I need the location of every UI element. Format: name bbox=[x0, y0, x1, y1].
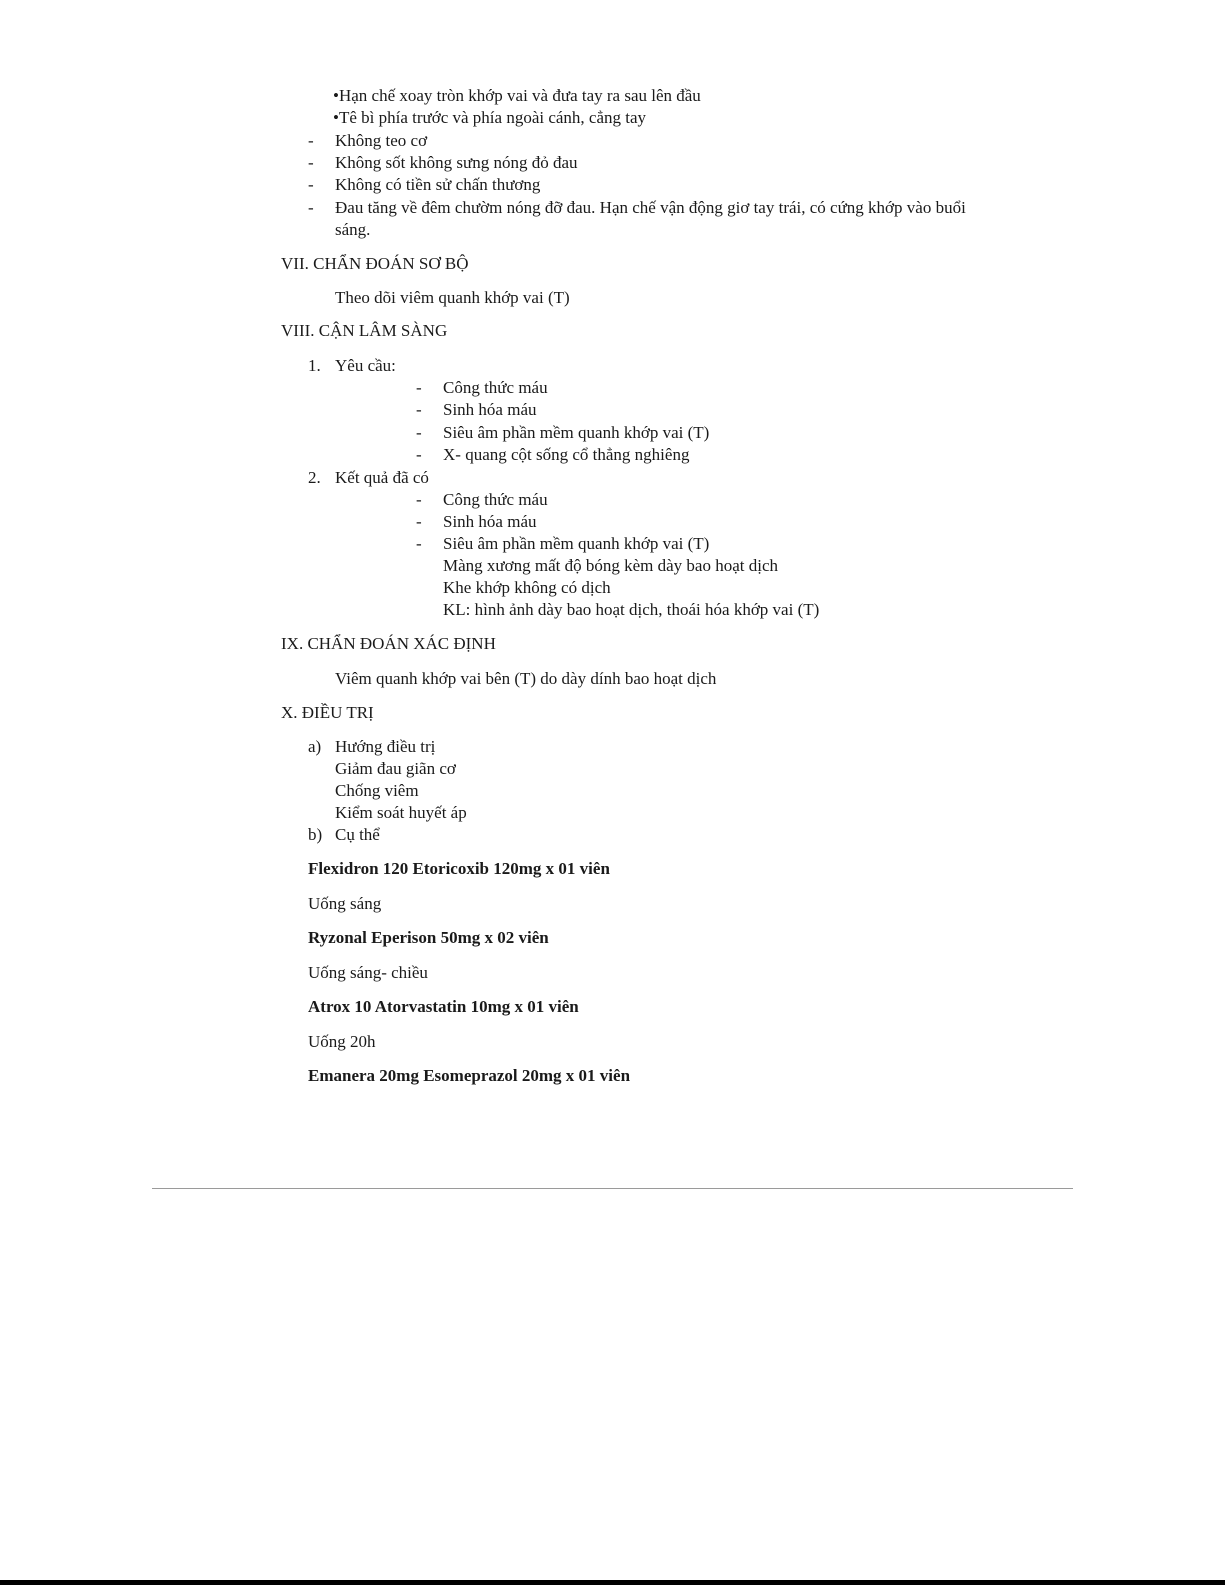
final-diagnosis: Viêm quanh khớp vai bên (T) do dày dính bao hoạt dịch bbox=[335, 669, 717, 688]
section-heading: IX. CHẨN ĐOÁN XÁC ĐỊNH bbox=[281, 634, 496, 653]
dash-marker: - bbox=[416, 512, 422, 531]
list-label: Hướng điều trị bbox=[335, 737, 436, 756]
medication-name: Atrox 10 Atorvastatin 10mg x 01 viên bbox=[308, 997, 579, 1016]
result-detail: Màng xương mất độ bóng kèm dày bao hoạt dịch bbox=[443, 556, 779, 575]
bottom-edge bbox=[0, 1580, 1225, 1585]
symptom-continuation: sáng. bbox=[335, 220, 371, 239]
medication-name: Emanera 20mg Esomeprazol 20mg x 01 viên bbox=[308, 1066, 631, 1085]
page-divider bbox=[152, 1188, 1073, 1189]
dash-marker: - bbox=[308, 153, 314, 172]
test-item: Công thức máu bbox=[443, 378, 548, 397]
symptom-item: Không có tiền sử chấn thương bbox=[335, 175, 541, 194]
dash-marker: - bbox=[416, 423, 422, 442]
dash-marker: - bbox=[416, 445, 422, 464]
section-heading: X. ĐIỀU TRỊ bbox=[281, 703, 374, 722]
symptom-bullet: •Hạn chế xoay tròn khớp vai và đưa tay ra sau lên đầu bbox=[333, 86, 701, 105]
dash-marker: - bbox=[308, 198, 314, 217]
result-item: Siêu âm phần mềm quanh khớp vai (T) bbox=[443, 534, 710, 553]
medication-instruction: Uống 20h bbox=[308, 1032, 376, 1051]
dash-marker: - bbox=[416, 400, 422, 419]
result-detail: KL: hình ảnh dày bao hoạt dịch, thoái hóa khớp vai (T) bbox=[443, 600, 820, 619]
result-item: Công thức máu bbox=[443, 490, 548, 509]
medication-instruction: Uống sáng bbox=[308, 894, 382, 913]
list-number: 2. bbox=[308, 468, 321, 487]
symptom-item: Không sốt không sưng nóng đỏ đau bbox=[335, 153, 578, 172]
treatment-direction: Kiểm soát huyết áp bbox=[335, 803, 467, 822]
list-marker: a) bbox=[308, 737, 322, 756]
dash-marker: - bbox=[416, 378, 422, 397]
dash-marker: - bbox=[416, 534, 422, 553]
treatment-direction: Chống viêm bbox=[335, 781, 419, 800]
list-label: Kết quả đã có bbox=[335, 468, 429, 487]
treatment-direction: Giảm đau giãn cơ bbox=[335, 759, 456, 778]
list-label: Yêu cầu: bbox=[335, 356, 396, 375]
dash-marker: - bbox=[308, 131, 314, 150]
symptom-item: Đau tăng về đêm chườm nóng đỡ đau. Hạn chế vận động giơ tay trái, có cứng khớp vào buổi bbox=[335, 198, 966, 217]
list-marker: b) bbox=[308, 825, 323, 844]
section-heading: VIII. CẬN LÂM SÀNG bbox=[281, 321, 448, 340]
medication-name: Flexidron 120 Etoricoxib 120mg x 01 viên bbox=[308, 859, 610, 878]
symptom-item: Không teo cơ bbox=[335, 131, 428, 150]
dash-marker: - bbox=[308, 175, 314, 194]
result-item: Sinh hóa máu bbox=[443, 512, 537, 531]
list-number: 1. bbox=[308, 356, 321, 375]
test-item: X- quang cột sống cổ thẳng nghiêng bbox=[443, 445, 690, 464]
result-detail: Khe khớp không có dịch bbox=[443, 578, 611, 597]
list-label: Cụ thể bbox=[335, 825, 380, 844]
section-heading: VII. CHẨN ĐOÁN SƠ BỘ bbox=[281, 254, 469, 273]
medication-instruction: Uống sáng- chiều bbox=[308, 963, 428, 982]
symptom-bullet: •Tê bì phía trước và phía ngoài cánh, cẳng tay bbox=[333, 108, 647, 127]
dash-marker: - bbox=[416, 490, 422, 509]
test-item: Siêu âm phần mềm quanh khớp vai (T) bbox=[443, 423, 710, 442]
medication-name: Ryzonal Eperison 50mg x 02 viên bbox=[308, 928, 549, 947]
preliminary-diagnosis: Theo dõi viêm quanh khớp vai (T) bbox=[335, 288, 570, 307]
test-item: Sinh hóa máu bbox=[443, 400, 537, 419]
